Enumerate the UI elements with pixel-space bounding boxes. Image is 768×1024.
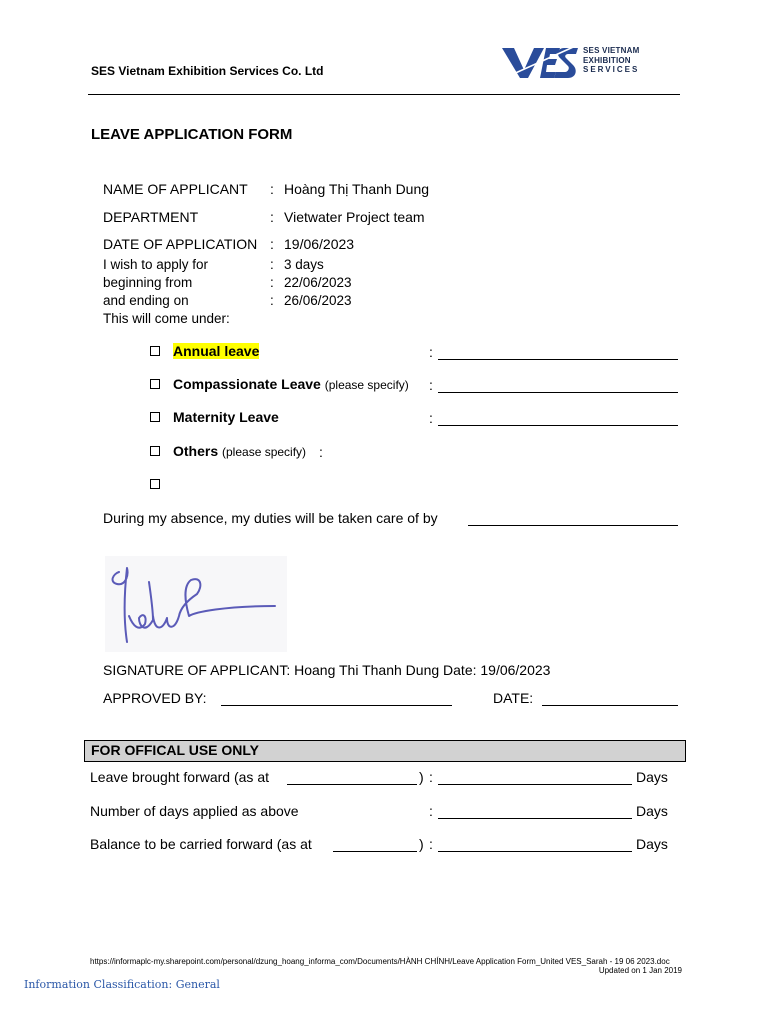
colon: : — [270, 293, 274, 308]
close-paren: ) — [419, 769, 424, 785]
ves-logo-mark — [500, 42, 582, 82]
close-paren: ) — [419, 836, 424, 852]
logo-wordmark — [583, 46, 639, 75]
please-specify-text: (please specify) — [324, 378, 409, 392]
department-label: DEPARTMENT — [103, 209, 199, 225]
extra-checkbox[interactable] — [150, 479, 160, 489]
handwritten-signature — [105, 556, 287, 652]
balance-days-field[interactable] — [438, 851, 632, 852]
duties-text: During my absence, my duties will be taken care of by — [103, 510, 438, 526]
beginning-label: beginning from — [103, 275, 193, 290]
company-name: SES Vietnam Exhibition Services Co. Ltd — [91, 64, 324, 78]
colon: : — [270, 181, 274, 197]
apply-for-value: 3 days — [284, 257, 324, 272]
maternity-leave-checkbox[interactable] — [150, 412, 160, 422]
form-title: LEAVE APPLICATION FORM — [91, 126, 293, 143]
application-date-value: 19/06/2023 — [284, 236, 355, 252]
approved-date-field[interactable] — [542, 705, 678, 706]
colon: : — [429, 803, 433, 819]
logo-line-3: SERVICES — [583, 65, 640, 74]
department-value: Vietwater Project team — [284, 209, 425, 225]
annual-leave-label — [173, 343, 259, 359]
compassionate-leave-field[interactable] — [438, 392, 678, 393]
footer-file-path — [90, 957, 682, 975]
company-logo — [500, 42, 650, 82]
applicant-label: NAME OF APPLICANT — [103, 181, 248, 197]
others-label — [173, 443, 306, 459]
annual-leave-checkbox[interactable] — [150, 346, 160, 356]
colon: : — [270, 236, 274, 252]
approved-by-label: APPROVED BY: — [103, 690, 207, 706]
header-divider — [88, 94, 680, 95]
colon: : — [429, 344, 433, 360]
signature-image — [105, 556, 287, 652]
maternity-leave-field[interactable] — [438, 425, 678, 426]
colon: : — [270, 275, 274, 290]
apply-for-label: I wish to apply for — [103, 257, 209, 272]
come-under-label: This will come under: — [103, 311, 230, 326]
balance-forward-label: Balance to be carried forward (as at — [90, 836, 312, 852]
balance-date-field[interactable] — [333, 851, 417, 852]
official-use-header — [84, 740, 686, 762]
approved-date-label: DATE: — [493, 690, 534, 706]
beginning-value: 22/06/2023 — [284, 275, 352, 290]
duties-field[interactable] — [468, 525, 678, 526]
approved-by-field[interactable] — [221, 705, 452, 706]
applicant-value: Hoàng Thị Thanh Dung — [284, 181, 430, 197]
official-use-title: FOR OFFICAL USE ONLY — [91, 742, 260, 758]
colon: : — [319, 444, 323, 460]
colon: : — [270, 209, 274, 225]
colon: : — [429, 377, 433, 393]
days-applied-field[interactable] — [438, 818, 632, 819]
days-label: Days — [636, 803, 668, 819]
please-specify-text: (please specify) — [222, 445, 307, 459]
maternity-leave-label: Maternity Leave — [173, 409, 279, 425]
colon: : — [429, 836, 433, 852]
colon: : — [270, 257, 274, 272]
signature-line: SIGNATURE OF APPLICANT: Hoang Thi Thanh Dung Date: 19/06/2023 — [103, 662, 551, 678]
colon: : — [429, 769, 433, 785]
leave-brought-forward-label: Leave brought forward (as at — [90, 769, 269, 785]
others-text: Others — [173, 443, 219, 459]
days-label: Days — [636, 769, 668, 785]
updated-date: Updated on 1 Jan 2019 — [598, 966, 682, 975]
ending-value: 26/06/2023 — [284, 293, 352, 308]
logo-line-2: EXHIBITION — [583, 55, 631, 65]
compassionate-leave-checkbox[interactable] — [150, 379, 160, 389]
days-applied-label: Number of days applied as above — [90, 803, 299, 819]
days-label: Days — [636, 836, 668, 852]
ending-label: and ending on — [103, 293, 189, 308]
annual-leave-text: Annual leave — [173, 343, 260, 359]
logo-line-1: SES VIETNAM — [583, 46, 640, 55]
compassionate-leave-text: Compassionate Leave — [173, 376, 321, 392]
information-classification: Information Classification: General — [24, 978, 220, 991]
compassionate-leave-label — [173, 376, 409, 392]
application-date-label: DATE OF APPLICATION — [103, 236, 258, 252]
annual-leave-field[interactable] — [438, 359, 678, 360]
colon: : — [429, 410, 433, 426]
brought-forward-date-field[interactable] — [287, 784, 417, 785]
brought-forward-days-field[interactable] — [438, 784, 632, 785]
file-path-text: https://informaplc-my.sharepoint.com/personal/dzung_hoang_informa_com/Documents/HÀNH CHÍNH/Leave Application Form_United VES_Sarah - 19 06 2023.doc — [90, 957, 670, 966]
others-checkbox[interactable] — [150, 446, 160, 456]
